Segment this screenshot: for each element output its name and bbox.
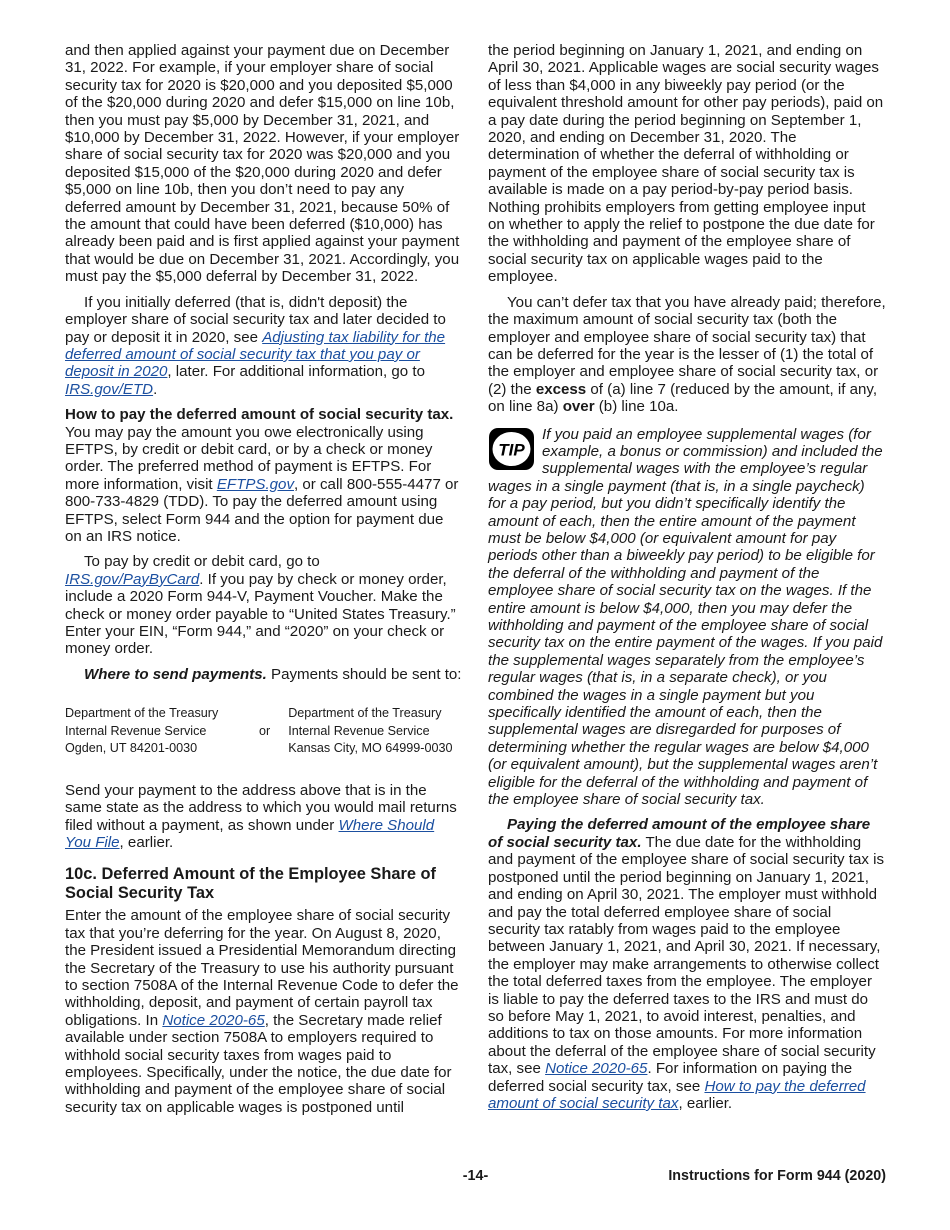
link-adjusting-tax-liability[interactable]: Adjusting tax liability for the deferred amount of social security tax that you pay or deposit in 2020	[65, 328, 446, 381]
run-in-heading: How to pay the deferred amount of social security tax.	[65, 406, 454, 424]
paragraph: If you initially deferred (that is, didn't deposit) the employer share of social security tax and later decided to pay or deposit it in 2020, see Adjusting tax liability for the deferred amount of social security tax that you pay or deposit in 2020, later. For additional information, go to IRS.gov/ETD.	[65, 293, 446, 398]
link-eftps[interactable]: EFTPS.gov	[216, 475, 294, 493]
link-how-to-pay-deferred[interactable]: How to pay the deferred amount of social security tax	[488, 1077, 866, 1112]
left-column	[65, 42, 462, 1116]
address-kansas-city: Department of the Treasury Internal Revenue Service Kansas City, MO 64999-0030	[288, 706, 453, 756]
tip-box	[488, 426, 886, 809]
address-or: or	[259, 723, 271, 738]
svg-text:TIP: TIP	[498, 440, 525, 460]
link-notice-2020-65[interactable]: Notice 2020-65	[162, 1011, 265, 1029]
page-number: -14-	[462, 1168, 489, 1184]
address-ogden: Department of the Treasury Internal Revenue Service Ogden, UT 84201-0030	[65, 706, 219, 756]
page-footer	[65, 1168, 886, 1188]
paragraph: To pay by credit or debit card, go to IRS.gov/PayByCard. If you pay by check or money order, include a 2020 Form 944-V, Payment Voucher. Make the check or money order payable to “United States Treasury.” Enter your EIN, “Form 944,” and “2020” on your check or money order.	[65, 553, 456, 658]
link-notice-2020-65[interactable]: Notice 2020-65	[545, 1060, 648, 1078]
form-title: Instructions for Form 944 (2020)	[668, 1168, 886, 1184]
link-paybycard[interactable]: IRS.gov/PayByCard	[65, 570, 200, 588]
right-column	[488, 42, 886, 1112]
run-in-heading: Where to send payments.	[84, 665, 267, 683]
run-in-heading: Paying the deferred amount of the employee share of social security tax.	[488, 816, 871, 851]
paragraph: Send your payment to the address above that is in the same state as the address to which you would mail returns filed without a payment, as shown under Where Should You File, earlier.	[65, 781, 457, 851]
tip-icon	[488, 427, 535, 471]
payment-addresses	[65, 705, 452, 758]
link-where-should-you-file[interactable]: Where Should You File	[65, 816, 435, 851]
paragraph: Paying the deferred amount of the employee share of social security tax. The due date for the withholding and payment of the employee share of social security tax is postponed until the period beginning on January 1, 2021, and ending on April 30, 2021. The employer must withhold and pay the total deferred employee share of social security tax ratably from wages paid to the employee between January 1, 2021, and April 30, 2021. If necessary, the employer may make arrangements to otherwise collect the total deferred taxes from the employee. The employer is liable to pay the deferred taxes to the IRS and must do so before May 1, 2021, to avoid interest, penalties, and additions to tax on those amounts. For more information about the deferral of the employee share of social security tax, see Notice 2020-65. For information on paying the deferred social security tax, see How to pay the deferred amount of social security tax, earlier.	[488, 816, 884, 1112]
paragraph: Where to send payments. Payments should be sent to:	[84, 665, 462, 683]
link-irs-etd[interactable]: IRS.gov/ETD	[65, 380, 154, 398]
paragraph: You can’t defer tax that you have already paid; therefore, the maximum amount of social security tax (both the employer and employee share of social security tax) that can be deferred for the year is the lesser of (1) the total of the employer and employee share of social security tax, or (2) the excess of (a) line 7 (reduced by the amount, if any, on line 8a) over (b) line 10a.	[488, 293, 886, 416]
paragraph: How to pay the deferred amount of social security tax. You may pay the amount you owe electronically using EFTPS, by credit or debit card, or by a check or money order. The preferred method of payment is EFTPS. For more information, visit EFTPS.gov, or call 800-555-4477 or 800-733-4829 (TDD). To pay the deferred amount using EFTPS, select Form 944 and the option for payment due on an IRS notice.	[65, 406, 459, 545]
paragraph: and then applied against your payment due on December 31, 2022. For example, if your employer share of social security tax for 2020 is $20,000 and you deposited $5,000 of the $20,000 during 2020 and defer $15,000 on line 10b, then you must pay $5,000 by December 31, 2021, and $10,000 by December 31, 2022. However, if your employer share of social security tax for 2020 was $20,000 and you deposited $15,000 of the $20,000 during 2020 and defer $5,000 on line 10b, then you don’t need to pay any deferred amount by December 31, 2021, because 50% of the amount that could have been deferred ($10,000) has already been paid and is first applied against your payment that would be due on December 31, 2021. Accordingly, you must pay the $5,000 deferral by December 31, 2022.	[65, 42, 460, 286]
paragraph: the period beginning on January 1, 2021, and ending on April 30, 2021. Applicable wages are social security wages of less than $4,000 in any biweekly pay period (or the equivalent threshold amount for other pay periods), paid on a pay date during the period beginning on September 1, 2020, and ending on December 31, 2020. The determination of whether the deferral of withholding or payment of the employee share of social security tax is available is made on a pay period-by-pay period basis. Nothing prohibits employers from getting employee input on whether to apply the relief to postpone the due date for the withholding and payment of the employee share of social security tax on applicable wages paid to the employee.	[488, 42, 884, 286]
tip-text: If you paid an employee supplemental wages (for example, a bonus or commission) and included the supplemental wages with the employee’s regular wages in a single payment (that is, in a single paycheck) for a pay period, but you didn’t specifically identify the amount of each, then the entire amount of the payment must be below $4,000 (or equivalent amount for pay periods other than a biweekly pay period) to be eligible for the deferral of the withholding and payment of the employee share of social security tax on the wages. If the entire amount is below $4,000, then you may defer the withholding and payment of the employee share of social security tax on the entire payment of the wages. If you paid the supplemental wages separately from the employee’s regular wages (that is, in a separate check), or you combined the wages in a single payment but you specifically identified the amount of each, then the supplemental wages are disregarded for purposes of determining whether the regular wages are below $4,000 (or equivalent amount), but the supplemental wages aren’t eligible for the deferral of the withholding and payment of the employee share of social security tax.	[488, 425, 883, 809]
paragraph: Enter the amount of the employee share of social security tax that you’re deferring for the year. On August 8, 2020, the President issued a Presidential Memorandum directing the Secretary of the Treasury to use his authority pursuant to section 7508A of the Internal Revenue Code to defer the withholding, deposit, and payment of certain payroll tax obligations. In Notice 2020-65, the Secretary made relief available under section 7508A to employers required to withhold social security taxes from wages paid to employees. Specifically, under the notice, the due date for withholding and payment of the employee share of social security tax on applicable wages is postponed until	[65, 907, 459, 1116]
section-heading: 10c. Deferred Amount of the Employee Share of Social Security Tax	[65, 865, 436, 903]
